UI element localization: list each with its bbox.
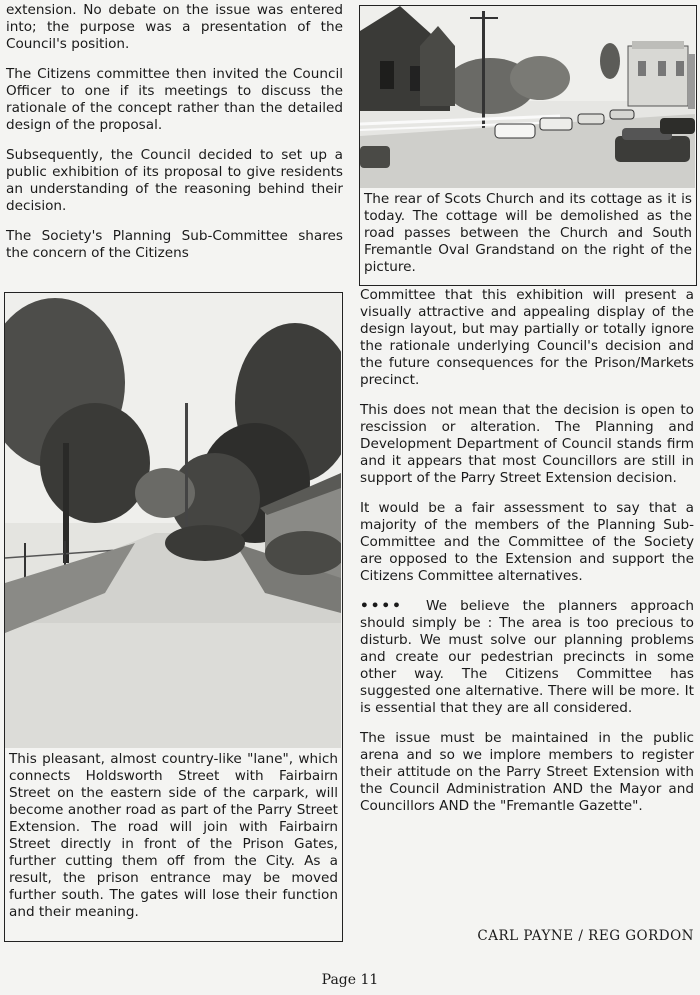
- paragraph: extension. No debate on the issue was entered into; the purpose was a presentation of the Council's position.: [6, 2, 343, 52]
- paragraph: The Society's Planning Sub-Committee shares the concern of the Citizens: [6, 228, 343, 261]
- church-photo-caption: The rear of Scots Church and its cottage as it is today. The cottage will be demolished as the road passes between the Church and South Fremantle Oval Grandstand on the right of the picture.: [364, 191, 692, 275]
- bullet-marks: ••••: [360, 598, 403, 614]
- paragraph: It would be a fair assessment to say that a majority of the members of the Planning Sub-Committee and the Committee of the Society are opposed to the Extension and support the Citizens Committee alternatives.: [360, 500, 694, 584]
- paragraph: Subsequently, the Council decided to set up a public exhibition of its proposal to give residents an understanding of the reasoning behind their decision.: [6, 147, 343, 214]
- lane-photo: [5, 293, 341, 748]
- paragraph: The Citizens committee then invited the Council Officer to one if its meetings to discuss the rationale of the concept rather than the detailed design of the proposal.: [6, 66, 343, 133]
- lane-photo-figure: [4, 292, 343, 942]
- paragraph: We believe the planners approach should simply be : The area is too precious to disturb. We must solve our planning problems and create our pedestrian precincts in some other way. The Citizens Committee has suggested one alternative. There will be more. It is essential that they are all considered.: [360, 598, 694, 716]
- paragraph: The issue must be maintained in the public arena and so we implore members to register their attitude on the Parry Street Extension with the Council Administration AND the Mayor and Councillors AND the "Fremantle Gazette".: [360, 730, 694, 814]
- paragraph: This does not mean that the decision is open to rescission or alteration. The Planning and Development Department of Council stands firm and it appears that most Councillors are still in support of the Parry Street Extension decision.: [360, 402, 694, 486]
- church-photo-figure: [359, 5, 697, 286]
- paragraph: Committee that this exhibition will present a visually attractive and appealing display of the design layout, but may partially or totally ignore the rationale underlying Council's decision and the future consequences for the Prison/Markets precinct.: [360, 287, 694, 388]
- church-photo: [360, 6, 695, 188]
- left-column-text: [6, 2, 343, 262]
- paragraph-bullet: [360, 598, 694, 717]
- author-signature: CARL PAYNE / REG GORDON: [477, 928, 694, 944]
- page-number: Page 11: [321, 972, 379, 988]
- lane-photo-caption: This pleasant, almost country-like "lane", which connects Holdsworth Street with Fairbairn Street on the eastern side of the carpark, will become another road as part of the Parry Street Extension. The road will join with Fairbairn Street directly in front of the Prison Gates, further cutting them off from the City. As a result, the prison entrance may be moved further south. The gates will lose their function and their meaning.: [9, 751, 338, 920]
- right-column-text: [360, 287, 694, 828]
